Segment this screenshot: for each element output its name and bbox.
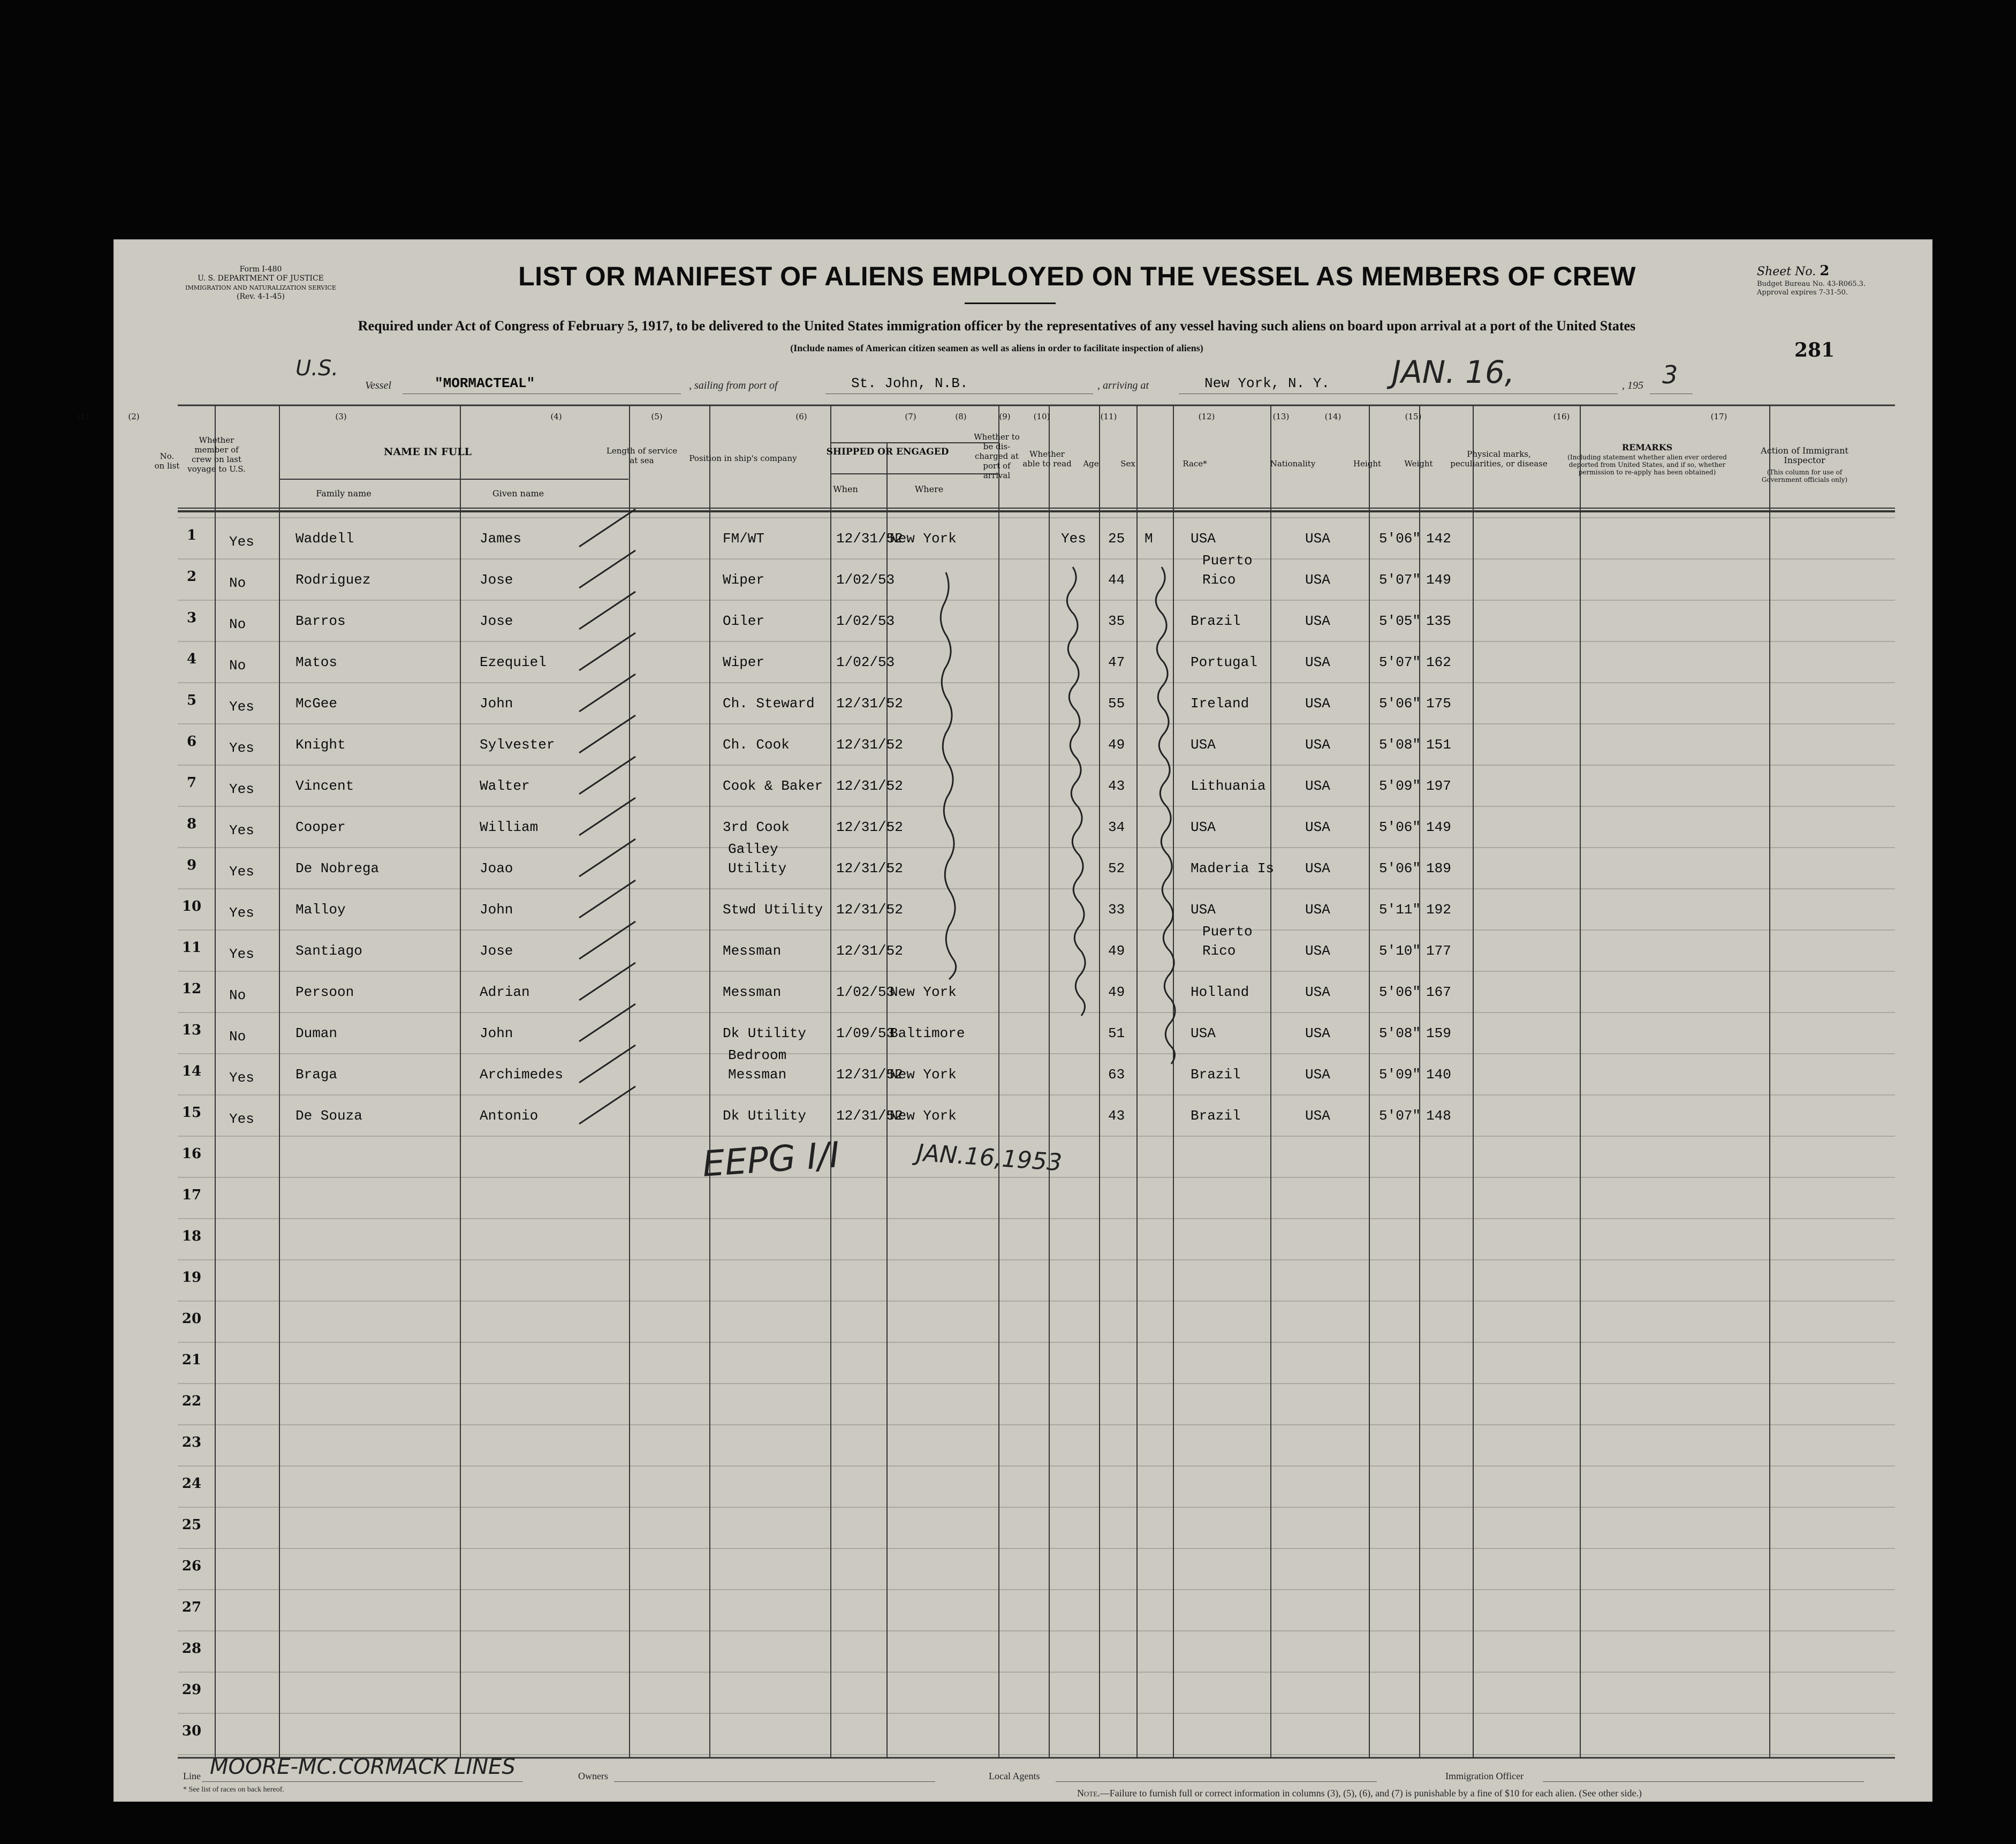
check-slash xyxy=(579,509,635,547)
shipped-when: 12/31/52 xyxy=(836,778,903,794)
owners-label: Owners xyxy=(578,1771,608,1781)
height: 5'07" xyxy=(1379,572,1421,588)
family-name: De Souza xyxy=(295,1108,362,1124)
age: 49 xyxy=(1108,984,1125,1000)
arriving-label: , arriving at xyxy=(1097,380,1149,391)
height: 5'06" xyxy=(1379,819,1421,835)
shipped-where: New York xyxy=(890,984,957,1000)
weight: 167 xyxy=(1426,984,1451,1000)
header-height: Height xyxy=(1353,459,1382,468)
row-number: 17 xyxy=(181,1187,202,1203)
races-note: * See list of races on back hereof. xyxy=(183,1786,284,1794)
header-family-name: Family name xyxy=(316,488,372,498)
position: Ch. Steward xyxy=(723,696,815,712)
weight: 140 xyxy=(1426,1067,1451,1083)
row-number: 10 xyxy=(181,898,202,915)
family-name: De Nobrega xyxy=(295,860,380,876)
race: USA xyxy=(1191,902,1216,918)
given-name: William xyxy=(480,819,539,835)
height: 5'08" xyxy=(1379,737,1421,753)
column-number: (11) xyxy=(1100,412,1117,421)
shipped-when: 12/31/52 xyxy=(836,737,903,753)
shipped-where: Baltimore xyxy=(890,1025,965,1041)
department-name: U. S. DEPARTMENT OF JUSTICE xyxy=(198,274,324,283)
position: Stwd Utility xyxy=(723,902,823,918)
check-slash xyxy=(579,798,635,835)
shipped-when: 1/02/53 xyxy=(836,654,895,670)
position: Oiler xyxy=(723,613,765,629)
row-number: 20 xyxy=(181,1311,202,1327)
note-text: —Failure to furnish full or correct information in columns (3), (5), (6), and (7) is punishable by a fine of $10 for each alien. (See other side.) xyxy=(1100,1788,1642,1798)
nationality: USA xyxy=(1305,737,1330,753)
check-slash xyxy=(579,963,635,1000)
shipped-where: New York xyxy=(890,1067,957,1083)
header-where: Where xyxy=(914,484,944,494)
column-number: (5) xyxy=(651,412,663,421)
row-number: 25 xyxy=(181,1517,202,1533)
column-number: (13) xyxy=(1272,412,1290,421)
age: 44 xyxy=(1108,572,1125,588)
crew-member-last-voyage: Yes xyxy=(229,864,254,880)
row-number: 8 xyxy=(186,816,197,832)
race-line-1: Puerto xyxy=(1202,924,1253,940)
height: 5'06" xyxy=(1379,860,1421,876)
row-number: 6 xyxy=(186,734,197,750)
race: USA xyxy=(1191,819,1216,835)
race: Maderia Is xyxy=(1191,860,1275,876)
budget-number: Budget Bureau No. 43-R065.3. xyxy=(1757,280,1866,288)
line-label: Line xyxy=(183,1771,201,1781)
height: 5'08" xyxy=(1379,1025,1421,1041)
header-remarks-note: (Including statement whether alien ever ordered deported from United States, and if so, whether permission to re-apply has been obtained) xyxy=(1567,454,1727,476)
height: 5'07" xyxy=(1379,654,1421,670)
crew-member-last-voyage: No xyxy=(229,658,246,674)
family-name: Duman xyxy=(295,1025,338,1041)
weight: 175 xyxy=(1426,696,1451,712)
shipped-when: 12/31/52 xyxy=(836,1108,903,1124)
manifest-sheet xyxy=(77,239,1932,1802)
family-name: Santiago xyxy=(295,943,362,959)
row-number: 26 xyxy=(181,1558,202,1574)
header-discharged: Whether to be dis-charged at port of arrival xyxy=(974,432,1020,480)
crew-member-last-voyage: Yes xyxy=(229,946,254,962)
height: 5'10" xyxy=(1379,943,1421,959)
shipped-when: 1/02/53 xyxy=(836,984,895,1000)
header-weight: Weight xyxy=(1404,459,1433,468)
age: 35 xyxy=(1108,613,1125,629)
weight: 197 xyxy=(1426,778,1451,794)
family-name: McGee xyxy=(295,696,338,712)
race: USA xyxy=(1191,1025,1216,1041)
column-number: (6) xyxy=(795,412,807,421)
height: 5'06" xyxy=(1379,696,1421,712)
header-no-on-list: No. on list xyxy=(154,451,180,471)
immigration-officer-label: Immigration Officer xyxy=(1445,1771,1524,1781)
weight: 151 xyxy=(1426,737,1451,753)
crew-member-last-voyage: Yes xyxy=(229,534,254,550)
shipped-when: 1/02/53 xyxy=(836,572,895,588)
row-number: 30 xyxy=(181,1723,202,1739)
row-number: 29 xyxy=(181,1682,202,1698)
agents-underline xyxy=(1056,1781,1377,1782)
given-name: Jose xyxy=(480,943,513,959)
age: 25 xyxy=(1108,531,1125,547)
weight: 142 xyxy=(1426,531,1451,547)
row-number: 4 xyxy=(186,651,197,667)
row-number: 21 xyxy=(181,1352,202,1368)
position: Dk Utility xyxy=(723,1025,807,1041)
ditto-marks xyxy=(113,239,1932,1802)
given-name: Archimedes xyxy=(480,1067,564,1083)
row-number: 23 xyxy=(181,1434,202,1450)
check-slash xyxy=(579,839,635,876)
weight: 149 xyxy=(1426,572,1451,588)
weight: 162 xyxy=(1426,654,1451,670)
sailing-port: St. John, N.B. xyxy=(851,375,968,391)
position: Cook & Baker xyxy=(723,778,823,794)
row-number: 3 xyxy=(186,610,197,626)
row-number: 24 xyxy=(181,1476,202,1492)
page-title: LIST OR MANIFEST OF ALIENS EMPLOYED ON THE VESSEL AS MEMBERS OF CREW xyxy=(518,261,1636,291)
row-number: 19 xyxy=(181,1269,202,1286)
header-race: Race* xyxy=(1183,459,1207,468)
row-number: 9 xyxy=(186,857,197,873)
shipped-when: 12/31/52 xyxy=(836,860,903,876)
local-agents-label: Local Agents xyxy=(989,1771,1040,1781)
sheet-label: Sheet No. xyxy=(1757,265,1816,278)
age: 49 xyxy=(1108,737,1125,753)
column-number: (4) xyxy=(550,412,562,421)
race: USA xyxy=(1191,531,1216,547)
row-number: 13 xyxy=(181,1022,202,1038)
crew-member-last-voyage: Yes xyxy=(229,740,254,756)
row-number: 18 xyxy=(181,1228,202,1244)
nationality: USA xyxy=(1305,984,1330,1000)
shipped-where: New York xyxy=(890,1108,957,1124)
family-name: Knight xyxy=(295,737,346,753)
header-action: Action of Immigrant Inspector xyxy=(1761,445,1848,465)
sheet-value: 2 xyxy=(1820,263,1830,279)
given-name: James xyxy=(480,531,522,547)
row-number: 1 xyxy=(186,527,197,543)
vessel-label: Vessel xyxy=(365,380,391,391)
nationality: USA xyxy=(1305,902,1330,918)
header-when: When xyxy=(833,484,858,494)
column-number: (2) xyxy=(128,412,140,421)
nationality: USA xyxy=(1305,943,1330,959)
given-name: Joao xyxy=(480,860,513,876)
header-given-name: Given name xyxy=(492,488,544,498)
crew-member-last-voyage: Yes xyxy=(229,822,254,838)
column-number: (9) xyxy=(999,412,1011,421)
header-age: Age xyxy=(1083,459,1099,468)
family-name: Vincent xyxy=(295,778,354,794)
race: Brazil xyxy=(1191,1108,1241,1124)
header-whether-member: Whether member of crew on last voyage to U.S. xyxy=(187,435,246,474)
given-name: John xyxy=(480,696,513,712)
column-number: (15) xyxy=(1405,412,1422,421)
page-stamp: 281 xyxy=(1794,339,1835,361)
given-name: Jose xyxy=(480,572,513,588)
race: Rico xyxy=(1202,943,1236,959)
check-slash xyxy=(579,1004,635,1041)
nationality: USA xyxy=(1305,819,1330,835)
column-number: (3) xyxy=(335,412,347,421)
race: Brazil xyxy=(1191,613,1241,629)
race: Lithuania xyxy=(1191,778,1266,794)
family-name: Cooper xyxy=(295,819,346,835)
family-name: Waddell xyxy=(295,531,354,547)
given-name: Sylvester xyxy=(480,737,555,753)
nationality: USA xyxy=(1305,572,1330,588)
weight: 135 xyxy=(1426,613,1451,629)
header-physical-marks: Physical marks, peculiarities, or disease xyxy=(1450,449,1548,468)
crew-member-last-voyage: Yes xyxy=(229,699,254,715)
weight: 148 xyxy=(1426,1108,1451,1124)
age: 43 xyxy=(1108,778,1125,794)
column-number: (14) xyxy=(1324,412,1342,421)
check-slash xyxy=(579,880,635,918)
check-slash xyxy=(579,921,635,959)
crew-member-last-voyage: No xyxy=(229,616,246,632)
crew-member-last-voyage: Yes xyxy=(229,1070,254,1086)
age: 47 xyxy=(1108,654,1125,670)
height: 5'05" xyxy=(1379,613,1421,629)
header-sex: Sex xyxy=(1120,459,1135,468)
row-number: 16 xyxy=(181,1146,202,1162)
family-name: Braga xyxy=(295,1067,338,1083)
officer-underline xyxy=(1543,1781,1864,1782)
position: Messman xyxy=(728,1067,787,1083)
check-slash xyxy=(579,674,635,712)
age: 55 xyxy=(1108,696,1125,712)
race: USA xyxy=(1191,737,1216,753)
nationality: USA xyxy=(1305,860,1330,876)
nationality: USA xyxy=(1305,778,1330,794)
inspector-initials: EEPG I/I xyxy=(701,1134,841,1185)
check-slash xyxy=(579,550,635,588)
age: 43 xyxy=(1108,1108,1125,1124)
column-number: (16) xyxy=(1553,412,1570,421)
position: Dk Utility xyxy=(723,1108,807,1124)
family-name: Malloy xyxy=(295,902,346,918)
column-number: (7) xyxy=(905,412,916,421)
check-slash xyxy=(579,715,635,753)
age: 34 xyxy=(1108,819,1125,835)
year-suffix: 3 xyxy=(1662,360,1678,389)
nationality: USA xyxy=(1305,1025,1330,1041)
check-slash xyxy=(579,1086,635,1124)
race-line-1: Puerto xyxy=(1202,553,1253,569)
height: 5'11" xyxy=(1379,902,1421,918)
given-name: Jose xyxy=(480,613,513,629)
row-number: 2 xyxy=(186,569,197,585)
weight: 189 xyxy=(1426,860,1451,876)
weight: 177 xyxy=(1426,943,1451,959)
row-number: 5 xyxy=(186,692,197,708)
check-slash xyxy=(579,757,635,794)
position: FM/WT xyxy=(723,531,765,547)
header-name-in-full: NAME IN FULL xyxy=(384,446,472,458)
sailing-label: , sailing from port of xyxy=(689,380,778,391)
crew-member-last-voyage: Yes xyxy=(229,905,254,921)
height: 5'06" xyxy=(1379,984,1421,1000)
given-name: John xyxy=(480,1025,513,1041)
crew-member-last-voyage: No xyxy=(229,1029,246,1045)
header-remarks: REMARKS xyxy=(1621,442,1673,452)
race: Rico xyxy=(1202,572,1236,588)
given-name: Adrian xyxy=(480,984,530,1000)
race: Holland xyxy=(1191,984,1249,1000)
row-number: 28 xyxy=(181,1641,202,1657)
form-number: Form I-480 xyxy=(239,265,282,274)
sex: M xyxy=(1145,531,1153,547)
column-number: (12) xyxy=(1198,412,1215,421)
height: 5'09" xyxy=(1379,778,1421,794)
approval-expiry: Approval expires 7-31-50. xyxy=(1757,289,1848,297)
header-nationality: Nationality xyxy=(1270,459,1316,468)
position: Messman xyxy=(723,984,782,1000)
given-name: Ezequiel xyxy=(480,654,547,670)
family-name: Barros xyxy=(295,613,346,629)
column-number: (8) xyxy=(955,412,967,421)
note-label: Note. xyxy=(1077,1788,1100,1798)
row-number: 22 xyxy=(181,1393,202,1409)
position: Wiper xyxy=(723,572,765,588)
weight: 192 xyxy=(1426,902,1451,918)
able-to-read: Yes xyxy=(1061,531,1086,547)
row-number: 12 xyxy=(181,981,202,997)
shipped-when: 12/31/52 xyxy=(836,943,903,959)
nationality: USA xyxy=(1305,654,1330,670)
service-name: IMMIGRATION AND NATURALIZATION SERVICE xyxy=(185,284,336,291)
header-length-service: Length of service at sea xyxy=(606,446,678,465)
age: 49 xyxy=(1108,943,1125,959)
vessel-prefix: U.S. xyxy=(295,356,339,381)
race: Brazil xyxy=(1191,1067,1241,1083)
penalty-note xyxy=(1077,1788,1642,1799)
nationality: USA xyxy=(1305,1108,1330,1124)
given-name: Antonio xyxy=(480,1108,539,1124)
nationality: USA xyxy=(1305,613,1330,629)
shipped-when: 12/31/52 xyxy=(836,819,903,835)
age: 52 xyxy=(1108,860,1125,876)
form-revision: (Rev. 4-1-45) xyxy=(237,292,285,301)
family-name: Rodriguez xyxy=(295,572,371,588)
position: Utility xyxy=(728,860,787,876)
position-line-1: Bedroom xyxy=(728,1047,787,1063)
race: Ireland xyxy=(1191,696,1249,712)
height: 5'09" xyxy=(1379,1067,1421,1083)
weight: 159 xyxy=(1426,1025,1451,1041)
year-prefix: , 195 xyxy=(1622,380,1643,391)
check-slash xyxy=(579,592,635,629)
header-position: Position in ship's company xyxy=(689,454,797,463)
line-underline xyxy=(202,1781,523,1782)
line-value: MOORE-MC.CORMACK LINES xyxy=(210,1755,516,1779)
header-shipped-engaged: SHIPPED OR ENGAGED xyxy=(826,447,949,457)
arrival-port: New York, N. Y. xyxy=(1204,375,1330,391)
include-note: (Include names of American citizen seamen as well as aliens in order to facilitate inspection of aliens) xyxy=(790,343,1203,353)
height: 5'06" xyxy=(1379,531,1421,547)
height: 5'07" xyxy=(1379,1108,1421,1124)
position-line-1: Galley xyxy=(728,841,778,857)
header-able-read: Whether able to read xyxy=(1022,449,1072,468)
family-name: Matos xyxy=(295,654,338,670)
family-name: Persoon xyxy=(295,984,354,1000)
column-number: (1) xyxy=(77,412,89,421)
row-number: 14 xyxy=(181,1063,202,1079)
arrival-date: JAN. 16, xyxy=(1392,354,1515,390)
crew-member-last-voyage: No xyxy=(229,987,246,1003)
row-number: 11 xyxy=(181,940,202,956)
crew-member-last-voyage: Yes xyxy=(229,1111,254,1127)
shipped-when: 12/31/52 xyxy=(836,902,903,918)
shipped-when: 12/31/52 xyxy=(836,531,903,547)
position: Ch. Cook xyxy=(723,737,790,753)
check-slash xyxy=(579,633,635,670)
vessel-name: "MORMACTEAL" xyxy=(435,375,535,391)
column-number: (10) xyxy=(1033,412,1050,421)
shipped-when: 12/31/52 xyxy=(836,696,903,712)
position: 3rd Cook xyxy=(723,819,790,835)
position: Wiper xyxy=(723,654,765,670)
row-number: 27 xyxy=(181,1599,202,1615)
shipped-where: New York xyxy=(890,531,957,547)
age: 33 xyxy=(1108,902,1125,918)
inspection-date: JAN.16,1953 xyxy=(915,1139,1063,1177)
requirement-text: Required under Act of Congress of February 5, 1917, to be delivered to the United States immigration officer by the representatives of any vessel having such aliens on board upon arrival at a port of the United States xyxy=(358,318,1636,334)
shipped-when: 1/09/53 xyxy=(836,1025,895,1041)
age: 63 xyxy=(1108,1067,1125,1083)
crew-member-last-voyage: Yes xyxy=(229,781,254,797)
check-slash xyxy=(579,1045,635,1083)
column-number: (17) xyxy=(1710,412,1727,421)
crew-member-last-voyage: No xyxy=(229,575,246,591)
row-number: 15 xyxy=(181,1105,202,1121)
owners-underline xyxy=(614,1781,935,1782)
given-name: Walter xyxy=(480,778,530,794)
shipped-when: 12/31/52 xyxy=(836,1067,903,1083)
weight: 149 xyxy=(1426,819,1451,835)
shipped-when: 1/02/53 xyxy=(836,613,895,629)
header-action-note: (This column for use of Government officials only) xyxy=(1761,468,1848,483)
position: Messman xyxy=(723,943,782,959)
age: 51 xyxy=(1108,1025,1125,1041)
nationality: USA xyxy=(1305,1067,1330,1083)
given-name: John xyxy=(480,902,513,918)
nationality: USA xyxy=(1305,531,1330,547)
row-number: 7 xyxy=(186,775,197,791)
nationality: USA xyxy=(1305,696,1330,712)
race: Portugal xyxy=(1191,654,1257,670)
